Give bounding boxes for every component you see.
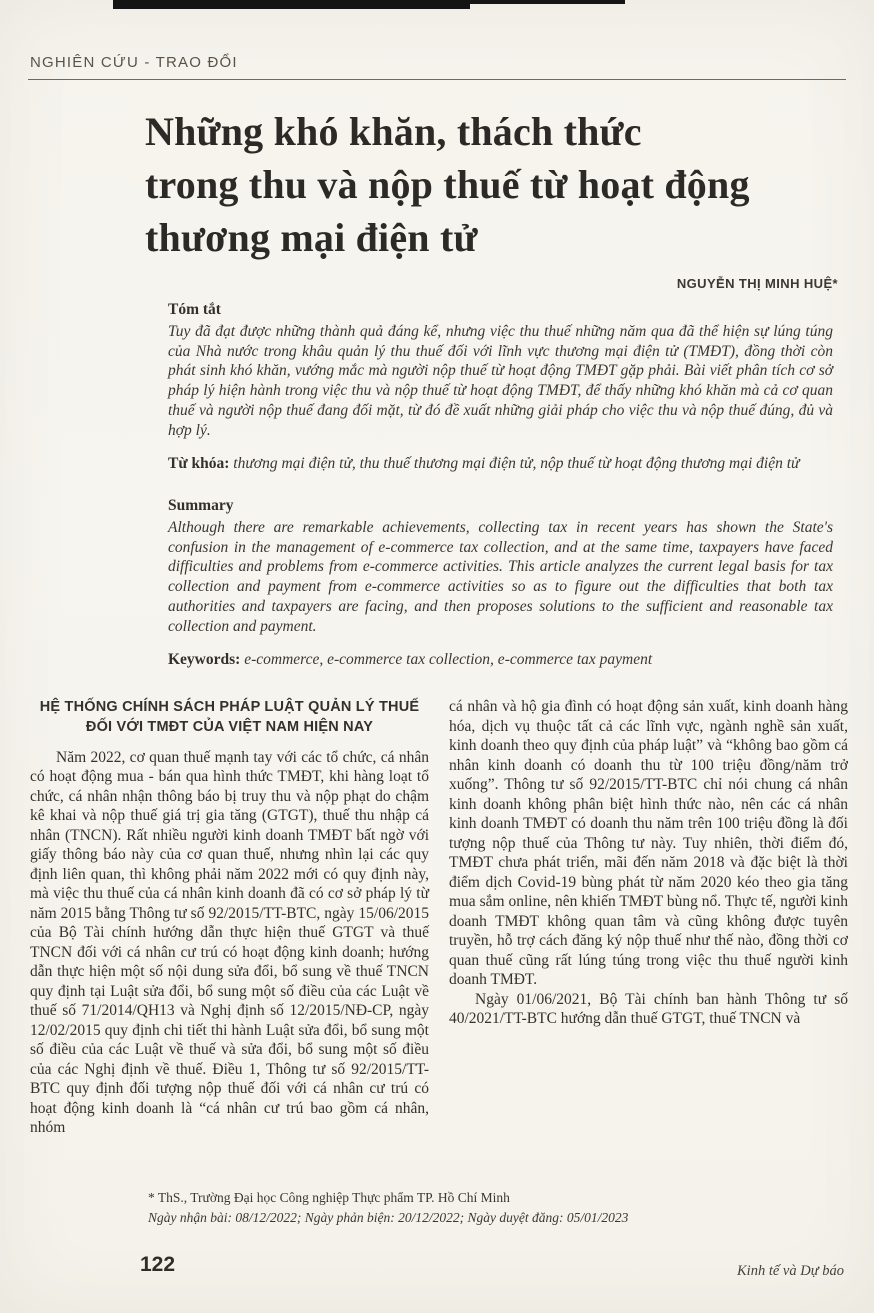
article-title-line1: Những khó khăn, thách thức <box>145 109 642 154</box>
article-title-line2: trong thu và nộp thuế từ hoạt động <box>145 161 750 207</box>
abstract-vi-body: Tuy đã đạt được những thành quả đáng kể, nhưng việc thu thuế những năm qua đã thể hiện sự lúng túng của Nhà nước trong khâu quản lý thu thuế đối với lĩnh vực thương mại điện tử (TMĐT), đồng thời còn phát sinh khó khăn, vướng mắc mà người nộp thuế từ hoạt động TMĐT gặp phải. Bài viết phân tích cơ sở pháp lý hiện hành trong việc thu và nộp thuế từ hoạt động TMĐT, để thấy những khó khăn mà cả cơ quan thuế và người nộp thuế đang đối mặt, từ đó đề xuất những giải pháp cho việc thu và nộp thuế đúng, đủ và hợp lý. <box>168 322 833 439</box>
keywords-en <box>168 650 833 670</box>
front-matter <box>168 300 833 670</box>
column-right <box>449 697 848 1138</box>
keywords-en-text: e-commerce, e-commerce tax collection, e-commerce tax payment <box>244 651 653 669</box>
article-title-line3: thương mại điện tử <box>145 214 478 260</box>
body-paragraph: Năm 2022, cơ quan thuế mạnh tay với các tổ chức, cá nhân có hoạt động mua - bán qua hình thức TMĐT, khi hàng loạt tổ chức, cá nhân nhận thông báo bị truy thu và nộp phạt do chậm kê khai và nộp thuế giá trị gia tăng (GTGT), thuế thu nhập cá nhân (TNCN). Rất nhiều người kinh doanh TMĐT bất ngờ với giấy thông báo này của cơ quan thuế, nhưng nhìn lại các quy định liên quan, thì không phải năm 2022 mới có quy định này, mà việc thu thuế của cá nhân kinh doanh đã có cơ sở pháp lý từ năm 2015 bằng Thông tư số 92/2015/TT-BTC, ngày 15/06/2015 của Bộ Tài chính hướng dẫn thực hiện thuế GTGT và thuế TNCN đối với cá nhân cư trú có hoạt động kinh doanh; hướng dẫn thực hiện một số nội dung sửa đổi, bổ sung về thuế TNCN quy định tại Luật sửa đổi, bổ sung một số điều của các Luật về thuế số 71/2014/QH13 và Nghị định số 12/2015/NĐ-CP, ngày 12/02/2015 quy định chi tiết thi hành Luật sửa đổi, bổ sung một số điều của các Luật về thuế và sửa đổi, bổ sung một số điều của các Nghị định về thuế. Điều 1, Thông tư số 92/2015/TT-BTC quy định đối tượng nộp thuế đối với cá nhân cư trú có hoạt động kinh doanh là “cá nhân cư trú bao gồm cá nhân, nhóm <box>30 748 429 1137</box>
keywords-en-label: Keywords: <box>168 651 241 669</box>
journal-section-header: NGHIÊN CỨU - TRAO ĐỔI <box>30 54 238 71</box>
header-divider <box>28 79 846 80</box>
abstract-vi-label: Tóm tắt <box>168 301 221 318</box>
scan-artifact-bar <box>113 0 470 9</box>
scan-artifact-line <box>470 0 625 4</box>
column-left <box>30 697 429 1138</box>
section-heading: HỆ THỐNG CHÍNH SÁCH PHÁP LUẬT QUẢN LÝ THUẾ ĐỐI VỚI TMĐT CỦA VIỆT NAM HIỆN NAY <box>39 699 420 736</box>
footnote-affiliation: * ThS., Trường Đại học Công nghiệp Thực phẩm TP. Hồ Chí Minh <box>148 1190 510 1205</box>
article-body <box>30 697 848 1138</box>
page-number: 122 <box>140 1253 176 1276</box>
author-name: NGUYỄN THỊ MINH HUỆ* <box>676 276 838 291</box>
abstract-en-body: Although there are remarkable achievements, collecting tax in recent years has shown the State's confusion in the management of e-commerce tax collection, and at the same time, taxpayers have faced difficulties and problems from e-commerce activities. This article analyzes the current legal basis for tax collection and payment from e-commerce activities so as to figure out the difficulties that both tax authorities and taxpayers are facing, and then proposes solutions to the sufficient and reasonable tax collection and payment. <box>168 518 833 635</box>
article-title <box>145 106 845 264</box>
abstract-en-label: Summary <box>168 497 234 514</box>
journal-name: Kinh tế và Dự báo <box>737 1263 844 1279</box>
keywords-vi-text: thương mại điện tử, thu thuế thương mại điện tử, nộp thuế từ hoạt động thương mại điện tử <box>233 455 800 473</box>
body-paragraph: Ngày 01/06/2021, Bộ Tài chính ban hành Thông tư số 40/2021/TT-BTC hướng dẫn thuế GTGT, thuế TNCN và <box>449 990 848 1028</box>
body-paragraph: cá nhân và hộ gia đình có hoạt động sản xuất, kinh doanh hàng hóa, dịch vụ thuộc tất cả các lĩnh vực, ngành nghề sản xuất, kinh doanh theo quy định của pháp luật” và “không bao gồm cá nhân kinh doanh có doanh thu từ 100 triệu đồng/năm trở xuống”. Thông tư số 92/2015/TT-BTC chỉ nói chung cá nhân kinh doanh không phân biệt hình thức nào, nên các cá nhân kinh doanh TMĐT có doanh thu năm trên 100 triệu đồng là đối tượng nộp thuế của Thông tư này. Tuy nhiên, thời điểm đó, TMĐT chưa phát triển, mãi đến năm 2018 và đặc biệt là thời điểm dịch Covid-19 bùng phát từ năm 2020 kéo theo gia tăng mua sắm online, nên khiến TMĐT bùng nổ. Thực tế, người kinh doanh TMĐT không quan tâm và cũng không được tuyên truyền, hỗ trợ cách đăng ký nộp thuế như thế nào, đồng thời cơ quan thuế cũng rất lúng túng trong việc thu thuế người kinh doanh TMĐT. <box>449 698 848 989</box>
keywords-vi-label: Từ khóa: <box>168 455 230 473</box>
footnote <box>148 1188 788 1229</box>
footnote-dates: Ngày nhận bài: 08/12/2022; Ngày phản biện: 20/12/2022; Ngày duyệt đăng: 05/01/2023 <box>148 1210 629 1226</box>
keywords-vi <box>168 454 833 474</box>
